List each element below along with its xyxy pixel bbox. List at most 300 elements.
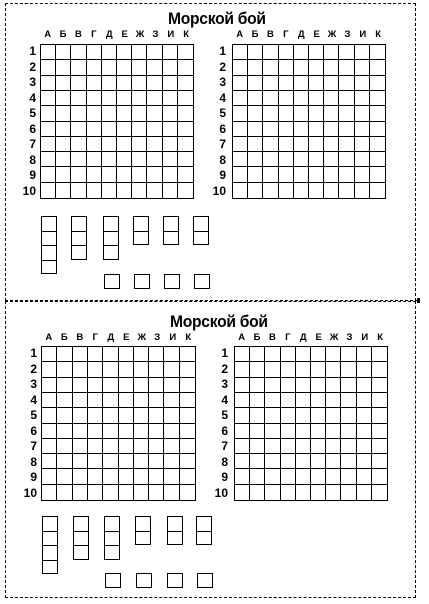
grid-cell[interactable] [164,424,179,439]
grid-cell[interactable] [134,454,149,469]
grid-cell[interactable] [324,137,339,152]
grid-cell[interactable] [178,167,193,182]
grid-cell[interactable] [147,91,162,106]
grid-cell[interactable] [73,424,88,439]
grid-cell[interactable] [102,122,117,137]
grid-cell[interactable] [87,183,102,198]
grid-cell[interactable] [103,378,118,393]
grid-cell[interactable] [147,167,162,182]
grid-cell[interactable] [57,424,72,439]
grid-cell[interactable] [294,76,309,91]
grid-cell[interactable] [73,393,88,408]
grid-cell[interactable] [326,408,341,423]
grid-cell[interactable] [164,347,179,362]
grid-cell[interactable] [233,137,248,152]
grid-cell[interactable] [339,152,354,167]
grid-cell[interactable] [87,60,102,75]
grid-cell[interactable] [309,137,324,152]
grid-cell[interactable] [71,60,86,75]
grid-cell[interactable] [324,122,339,137]
grid-cell[interactable] [103,424,118,439]
grid-cell[interactable] [180,439,195,454]
grid-cell[interactable] [235,439,250,454]
grid-cell[interactable] [88,393,103,408]
grid-cell[interactable] [326,454,341,469]
grid-cell[interactable] [233,60,248,75]
grid-cell[interactable] [119,454,134,469]
grid-cell[interactable] [178,106,193,121]
grid-cell[interactable] [235,347,250,362]
grid-cell[interactable] [180,454,195,469]
grid-cell[interactable] [147,183,162,198]
grid-cell[interactable] [296,378,311,393]
grid-cell[interactable] [42,347,57,362]
grid-cell[interactable] [88,347,103,362]
grid-cell[interactable] [294,183,309,198]
grid-cell[interactable] [180,424,195,439]
grid-cell[interactable] [235,408,250,423]
grid-cell[interactable] [294,167,309,182]
grid-cell[interactable] [88,485,103,500]
grid-cell[interactable] [41,60,56,75]
grid-cell[interactable] [294,91,309,106]
grid-cell[interactable] [309,167,324,182]
grid-cell[interactable] [57,485,72,500]
grid-cell[interactable] [42,485,57,500]
grid-cell[interactable] [147,152,162,167]
grid-cell[interactable] [119,362,134,377]
grid-cell[interactable] [309,45,324,60]
grid-cell[interactable] [42,439,57,454]
grid-cell[interactable] [370,76,385,91]
grid-cell[interactable] [87,76,102,91]
grid-cell[interactable] [355,60,370,75]
grid-cell[interactable] [132,76,147,91]
grid-cell[interactable] [311,424,326,439]
grid-cell[interactable] [132,183,147,198]
grid-cell[interactable] [57,454,72,469]
grid-cell[interactable] [71,76,86,91]
grid-cell[interactable] [370,122,385,137]
grid-cell[interactable] [357,424,372,439]
grid-cell[interactable] [281,439,296,454]
grid-cell[interactable] [102,183,117,198]
grid-cell[interactable] [296,347,311,362]
grid-cell[interactable] [164,362,179,377]
grid-cell[interactable] [311,408,326,423]
grid-cell[interactable] [263,45,278,60]
grid-cell[interactable] [326,362,341,377]
grid-cell[interactable] [372,454,387,469]
grid-cell[interactable] [117,45,132,60]
grid-cell[interactable] [103,393,118,408]
grid-cell[interactable] [102,60,117,75]
grid-cell[interactable] [71,167,86,182]
grid-cell[interactable] [370,137,385,152]
grid-cell[interactable] [71,137,86,152]
grid-cell[interactable] [296,454,311,469]
grid-cell[interactable] [103,408,118,423]
grid-cell[interactable] [250,347,265,362]
grid-cell[interactable] [71,122,86,137]
grid-cell[interactable] [235,485,250,500]
grid-cell[interactable] [235,454,250,469]
grid-cell[interactable] [339,45,354,60]
grid-cell[interactable] [324,60,339,75]
grid-cell[interactable] [265,439,280,454]
grid-cell[interactable] [149,439,164,454]
grid-cell[interactable] [73,347,88,362]
grid-cell[interactable] [309,76,324,91]
grid-cell[interactable] [180,347,195,362]
grid-cell[interactable] [311,378,326,393]
grid-cell[interactable] [119,347,134,362]
grid-cell[interactable] [341,378,356,393]
grid-cell[interactable] [42,393,57,408]
grid-cell[interactable] [134,439,149,454]
grid-cell[interactable] [339,60,354,75]
grid-cell[interactable] [248,45,263,60]
grid-cell[interactable] [87,45,102,60]
grid-cell[interactable] [248,60,263,75]
grid-cell[interactable] [370,106,385,121]
grid-cell[interactable] [164,469,179,484]
grid-cell[interactable] [119,408,134,423]
grid-cell[interactable] [324,45,339,60]
grid-cell[interactable] [102,106,117,121]
grid-cell[interactable] [339,106,354,121]
grid-cell[interactable] [370,45,385,60]
grid-cell[interactable] [341,362,356,377]
grid-cell[interactable] [233,122,248,137]
grid-cell[interactable] [281,362,296,377]
grid-cell[interactable] [233,167,248,182]
grid-cell[interactable] [281,424,296,439]
grid-cell[interactable] [88,454,103,469]
grid-cell[interactable] [134,469,149,484]
grid-cell[interactable] [250,469,265,484]
grid-cell[interactable] [357,469,372,484]
grid-cell[interactable] [263,152,278,167]
grid-cell[interactable] [248,122,263,137]
grid-cell[interactable] [42,469,57,484]
grid-cell[interactable] [42,408,57,423]
grid-cell[interactable] [117,167,132,182]
grid-cell[interactable] [281,393,296,408]
grid-cell[interactable] [56,152,71,167]
grid-cell[interactable] [263,91,278,106]
grid-cell[interactable] [164,393,179,408]
grid-cell[interactable] [296,469,311,484]
grid-cell[interactable] [324,167,339,182]
grid-cell[interactable] [372,408,387,423]
grid-cell[interactable] [233,91,248,106]
grid-cell[interactable] [132,167,147,182]
grid-cell[interactable] [57,469,72,484]
grid-cell[interactable] [163,167,178,182]
grid-cell[interactable] [57,439,72,454]
grid-cell[interactable] [324,91,339,106]
grid-cell[interactable] [102,152,117,167]
grid-cell[interactable] [73,378,88,393]
grid-cell[interactable] [56,183,71,198]
grid-cell[interactable] [339,183,354,198]
grid-cell[interactable] [41,122,56,137]
grid-cell[interactable] [265,362,280,377]
grid-cell[interactable] [87,91,102,106]
grid-cell[interactable] [149,424,164,439]
grid-cell[interactable] [311,454,326,469]
grid-cell[interactable] [134,424,149,439]
grid-cell[interactable] [294,137,309,152]
grid-cell[interactable] [372,378,387,393]
grid-cell[interactable] [57,393,72,408]
grid-cell[interactable] [341,439,356,454]
grid-cell[interactable] [341,454,356,469]
grid-cell[interactable] [250,408,265,423]
grid-cell[interactable] [180,469,195,484]
grid-cell[interactable] [355,152,370,167]
grid-cell[interactable] [357,439,372,454]
grid-cell[interactable] [149,454,164,469]
grid-cell[interactable] [42,424,57,439]
grid-cell[interactable] [41,45,56,60]
grid-cell[interactable] [102,76,117,91]
grid-cell[interactable] [178,45,193,60]
grid-cell[interactable] [326,469,341,484]
grid-cell[interactable] [281,378,296,393]
grid-cell[interactable] [71,106,86,121]
grid-cell[interactable] [235,393,250,408]
grid-cell[interactable] [56,106,71,121]
grid-cell[interactable] [296,424,311,439]
grid-cell[interactable] [281,485,296,500]
grid-cell[interactable] [324,183,339,198]
grid-cell[interactable] [180,408,195,423]
grid-cell[interactable] [326,439,341,454]
grid-cell[interactable] [294,152,309,167]
grid-cell[interactable] [235,469,250,484]
grid-cell[interactable] [250,424,265,439]
grid-cell[interactable] [357,393,372,408]
grid-cell[interactable] [41,91,56,106]
grid-cell[interactable] [294,122,309,137]
grid-cell[interactable] [149,362,164,377]
grid-cell[interactable] [132,137,147,152]
grid-cell[interactable] [71,45,86,60]
grid-cell[interactable] [357,408,372,423]
grid-cell[interactable] [178,152,193,167]
grid-cell[interactable] [233,106,248,121]
grid-cell[interactable] [265,393,280,408]
grid-cell[interactable] [117,122,132,137]
grid-cell[interactable] [372,469,387,484]
grid-cell[interactable] [164,454,179,469]
grid-cell[interactable] [248,137,263,152]
grid-cell[interactable] [355,76,370,91]
grid-cell[interactable] [233,183,248,198]
grid-cell[interactable] [103,362,118,377]
grid-cell[interactable] [147,45,162,60]
grid-cell[interactable] [235,362,250,377]
grid-cell[interactable] [117,76,132,91]
grid-cell[interactable] [134,347,149,362]
grid-cell[interactable] [233,152,248,167]
grid-cell[interactable] [248,76,263,91]
grid-cell[interactable] [263,76,278,91]
grid-cell[interactable] [248,183,263,198]
grid-cell[interactable] [87,152,102,167]
grid-cell[interactable] [102,45,117,60]
grid-cell[interactable] [56,45,71,60]
grid-cell[interactable] [357,378,372,393]
grid-cell[interactable] [178,60,193,75]
grid-cell[interactable] [132,106,147,121]
grid-cell[interactable] [88,378,103,393]
grid-cell[interactable] [326,393,341,408]
grid-cell[interactable] [339,167,354,182]
grid-cell[interactable] [41,152,56,167]
grid-cell[interactable] [103,469,118,484]
grid-cell[interactable] [355,45,370,60]
grid-cell[interactable] [341,347,356,362]
grid-cell[interactable] [372,485,387,500]
grid-cell[interactable] [41,106,56,121]
grid-cell[interactable] [163,45,178,60]
grid-cell[interactable] [265,408,280,423]
grid-cell[interactable] [56,137,71,152]
grid-cell[interactable] [311,439,326,454]
grid-cell[interactable] [132,91,147,106]
grid-cell[interactable] [265,485,280,500]
grid-cell[interactable] [250,454,265,469]
grid-cell[interactable] [250,485,265,500]
grid-cell[interactable] [311,485,326,500]
grid-cell[interactable] [134,408,149,423]
grid-cell[interactable] [279,167,294,182]
grid-cell[interactable] [250,439,265,454]
grid-cell[interactable] [117,183,132,198]
grid-cell[interactable] [103,485,118,500]
grid-cell[interactable] [178,137,193,152]
grid-cell[interactable] [326,347,341,362]
grid-cell[interactable] [265,378,280,393]
grid-cell[interactable] [42,454,57,469]
grid-cell[interactable] [279,137,294,152]
grid-cell[interactable] [57,362,72,377]
grid-cell[interactable] [164,408,179,423]
grid-cell[interactable] [294,45,309,60]
grid-cell[interactable] [57,347,72,362]
grid-cell[interactable] [281,454,296,469]
grid-cell[interactable] [164,485,179,500]
grid-cell[interactable] [103,454,118,469]
grid-cell[interactable] [339,76,354,91]
grid-cell[interactable] [341,424,356,439]
grid-cell[interactable] [71,91,86,106]
grid-cell[interactable] [164,439,179,454]
grid-cell[interactable] [250,378,265,393]
grid-cell[interactable] [56,76,71,91]
grid-cell[interactable] [309,106,324,121]
grid-cell[interactable] [326,424,341,439]
grid-cell[interactable] [71,152,86,167]
grid-cell[interactable] [263,183,278,198]
grid-cell[interactable] [119,485,134,500]
grid-cell[interactable] [372,439,387,454]
grid-cell[interactable] [164,378,179,393]
grid-cell[interactable] [233,76,248,91]
grid-cell[interactable] [71,183,86,198]
grid-cell[interactable] [263,137,278,152]
grid-cell[interactable] [341,485,356,500]
grid-cell[interactable] [42,362,57,377]
grid-cell[interactable] [265,469,280,484]
grid-cell[interactable] [263,167,278,182]
grid-cell[interactable] [309,60,324,75]
grid-cell[interactable] [279,91,294,106]
grid-cell[interactable] [296,439,311,454]
grid-cell[interactable] [180,362,195,377]
grid-cell[interactable] [279,152,294,167]
grid-cell[interactable] [324,106,339,121]
grid-cell[interactable] [372,347,387,362]
grid-cell[interactable] [279,76,294,91]
grid-cell[interactable] [56,122,71,137]
grid-cell[interactable] [56,60,71,75]
grid-cell[interactable] [119,439,134,454]
grid-cell[interactable] [263,122,278,137]
grid-cell[interactable] [147,122,162,137]
grid-cell[interactable] [134,362,149,377]
grid-cell[interactable] [87,167,102,182]
grid-cell[interactable] [180,393,195,408]
grid-cell[interactable] [309,91,324,106]
grid-cell[interactable] [248,152,263,167]
grid-cell[interactable] [370,167,385,182]
grid-cell[interactable] [370,91,385,106]
grid-cell[interactable] [372,362,387,377]
grid-cell[interactable] [102,167,117,182]
grid-cell[interactable] [119,469,134,484]
grid-cell[interactable] [355,106,370,121]
grid-cell[interactable] [265,424,280,439]
grid-cell[interactable] [57,408,72,423]
grid-cell[interactable] [57,378,72,393]
grid-cell[interactable] [103,347,118,362]
grid-cell[interactable] [265,347,280,362]
grid-cell[interactable] [355,91,370,106]
grid-cell[interactable] [296,485,311,500]
grid-cell[interactable] [341,408,356,423]
grid-cell[interactable] [263,106,278,121]
grid-cell[interactable] [296,362,311,377]
grid-cell[interactable] [326,378,341,393]
grid-cell[interactable] [88,362,103,377]
grid-cell[interactable] [73,454,88,469]
grid-cell[interactable] [250,362,265,377]
grid-cell[interactable] [42,378,57,393]
grid-cell[interactable] [296,393,311,408]
grid-cell[interactable] [163,76,178,91]
grid-cell[interactable] [180,485,195,500]
grid-cell[interactable] [73,408,88,423]
grid-cell[interactable] [73,439,88,454]
grid-cell[interactable] [88,408,103,423]
grid-cell[interactable] [87,106,102,121]
grid-cell[interactable] [117,60,132,75]
grid-cell[interactable] [370,183,385,198]
